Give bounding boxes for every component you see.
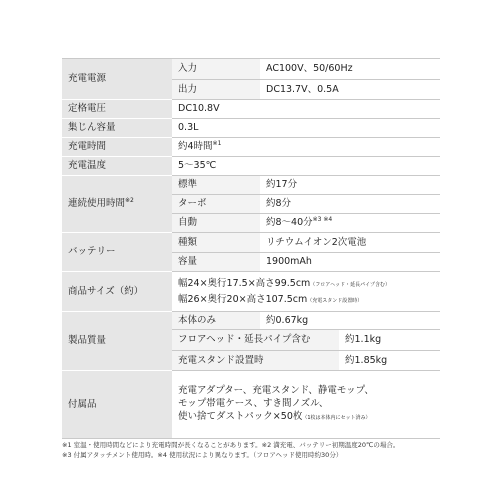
spec-note-accessories: （1枚は本体内にセット済み）	[302, 414, 371, 421]
spec-label-accessories: 付属品	[62, 371, 172, 439]
spec-weight-stand-split	[172, 351, 440, 370]
spec-label-weight: 製品質量	[62, 312, 172, 371]
spec-row-battery-type	[62, 233, 440, 253]
spec-value-accessories-line	[178, 411, 440, 424]
spec-value-accessories-1: 充電アダプター、充電スタンド、静電モップ、	[178, 385, 374, 397]
spec-value-size-cell	[172, 272, 440, 312]
spec-sublabel-turbo: ターボ	[172, 195, 260, 214]
spec-value-weight-body: 約0.67kg	[260, 312, 440, 330]
spec-value-size-2: 幅26×奥行20×高さ107.5cm	[178, 293, 308, 305]
footnote-mark: ※1	[212, 140, 222, 148]
spec-row-size	[62, 272, 440, 312]
spec-row-charge-temp	[62, 157, 440, 176]
spec-label-rated-voltage: 定格電圧	[62, 100, 172, 119]
spec-sublabel-battery-type: 種類	[172, 233, 260, 253]
spec-sublabel-output: 出力	[172, 80, 260, 100]
spec-value-auto-cell	[260, 214, 440, 233]
spec-row-accessories	[62, 371, 440, 439]
spec-sublabel-weight-with-head: フロアヘッド・延長パイプ含む	[172, 330, 339, 350]
spec-sublabel-battery-capacity: 容量	[172, 253, 260, 272]
footnote-line-2: ※3 付属アタッチメント使用時。※4 使用状況により異なります。（フロアヘッド使用時約30分）	[62, 450, 343, 459]
spec-sublabel-auto: 自動	[172, 214, 260, 233]
footnote-mark: ※3 ※4	[312, 216, 333, 224]
spec-label-charge-time: 充電時間	[62, 138, 172, 157]
spec-label-dust-capacity: 集じん容量	[62, 119, 172, 138]
spec-row-rated-voltage	[62, 100, 440, 119]
spec-note-size-1: （フロアヘッド・延長パイプ含む）	[310, 281, 390, 288]
footnote-line-1: ※1 室温・使用時間などにより充電時間が長くなることがあります。※2 満充電、バッテリー初期温度20℃の場合。	[62, 441, 400, 449]
spec-row-power-input	[62, 59, 440, 80]
spec-value-accessories-cell	[172, 371, 440, 439]
spec-label-battery: バッテリー	[62, 233, 172, 272]
spec-value-charge-time: 約4時間	[178, 141, 213, 153]
spec-value-rated-voltage: DC10.8V	[172, 100, 440, 119]
footnotes	[62, 441, 462, 461]
footnote-mark: ※2	[125, 197, 134, 205]
spec-sublabel-standard: 標準	[172, 176, 260, 195]
spec-sublabel-input: 入力	[172, 59, 260, 80]
spec-label-runtime: 連続使用時間	[68, 198, 126, 210]
spec-value-charge-time-cell	[172, 138, 440, 157]
spec-value-weight-stand: 約1.85kg	[339, 351, 440, 370]
spec-value-dust-capacity: 0.3L	[172, 119, 440, 138]
spec-weight-stand-cell	[172, 351, 440, 371]
spec-row-weight-body	[62, 312, 440, 330]
spec-row-charge-time	[62, 138, 440, 157]
spec-value-charge-temp: 5～35℃	[172, 157, 440, 176]
spec-label-power-source: 充電電源	[62, 59, 172, 100]
spec-label-runtime-cell	[62, 176, 172, 233]
spec-value-size-1: 幅24×奥行17.5×高さ99.5cm	[178, 277, 311, 289]
spec-weight-with-head-split	[172, 330, 440, 350]
spec-sublabel-weight-body: 本体のみ	[172, 312, 260, 330]
spec-value-standard: 約17分	[260, 176, 440, 195]
spec-table	[62, 58, 440, 439]
spec-sublabel-weight-stand: 充電スタンド設置時	[172, 351, 339, 370]
spec-weight-with-head-cell	[172, 330, 440, 351]
spec-note-size-2: （充電スタンド設置時）	[307, 297, 363, 304]
spec-value-accessories-2: モップ帯電ケース、すき間ノズル、	[178, 398, 329, 410]
spec-value-battery-type: リチウムイオン2次電池	[260, 233, 440, 253]
spec-value-weight-with-head: 約1.1kg	[339, 330, 440, 350]
spec-label-size: 商品サイズ（約）	[62, 272, 172, 312]
spec-label-charge-temp: 充電温度	[62, 157, 172, 176]
spec-value-battery-capacity: 1900mAh	[260, 253, 440, 272]
spec-value-turbo: 約8分	[260, 195, 440, 214]
spec-value-auto: 約8～40分	[266, 217, 313, 229]
spec-value-accessories-3: 使い捨てダストパック×50枚	[178, 410, 303, 422]
spec-row-runtime-standard	[62, 176, 440, 195]
spec-value-size-line	[178, 278, 440, 290]
spec-row-dust-capacity	[62, 119, 440, 138]
spec-value-size-line	[178, 294, 440, 306]
spec-value-input: AC100V、50/60Hz	[260, 59, 440, 80]
spec-value-output: DC13.7V、0.5A	[260, 80, 440, 100]
